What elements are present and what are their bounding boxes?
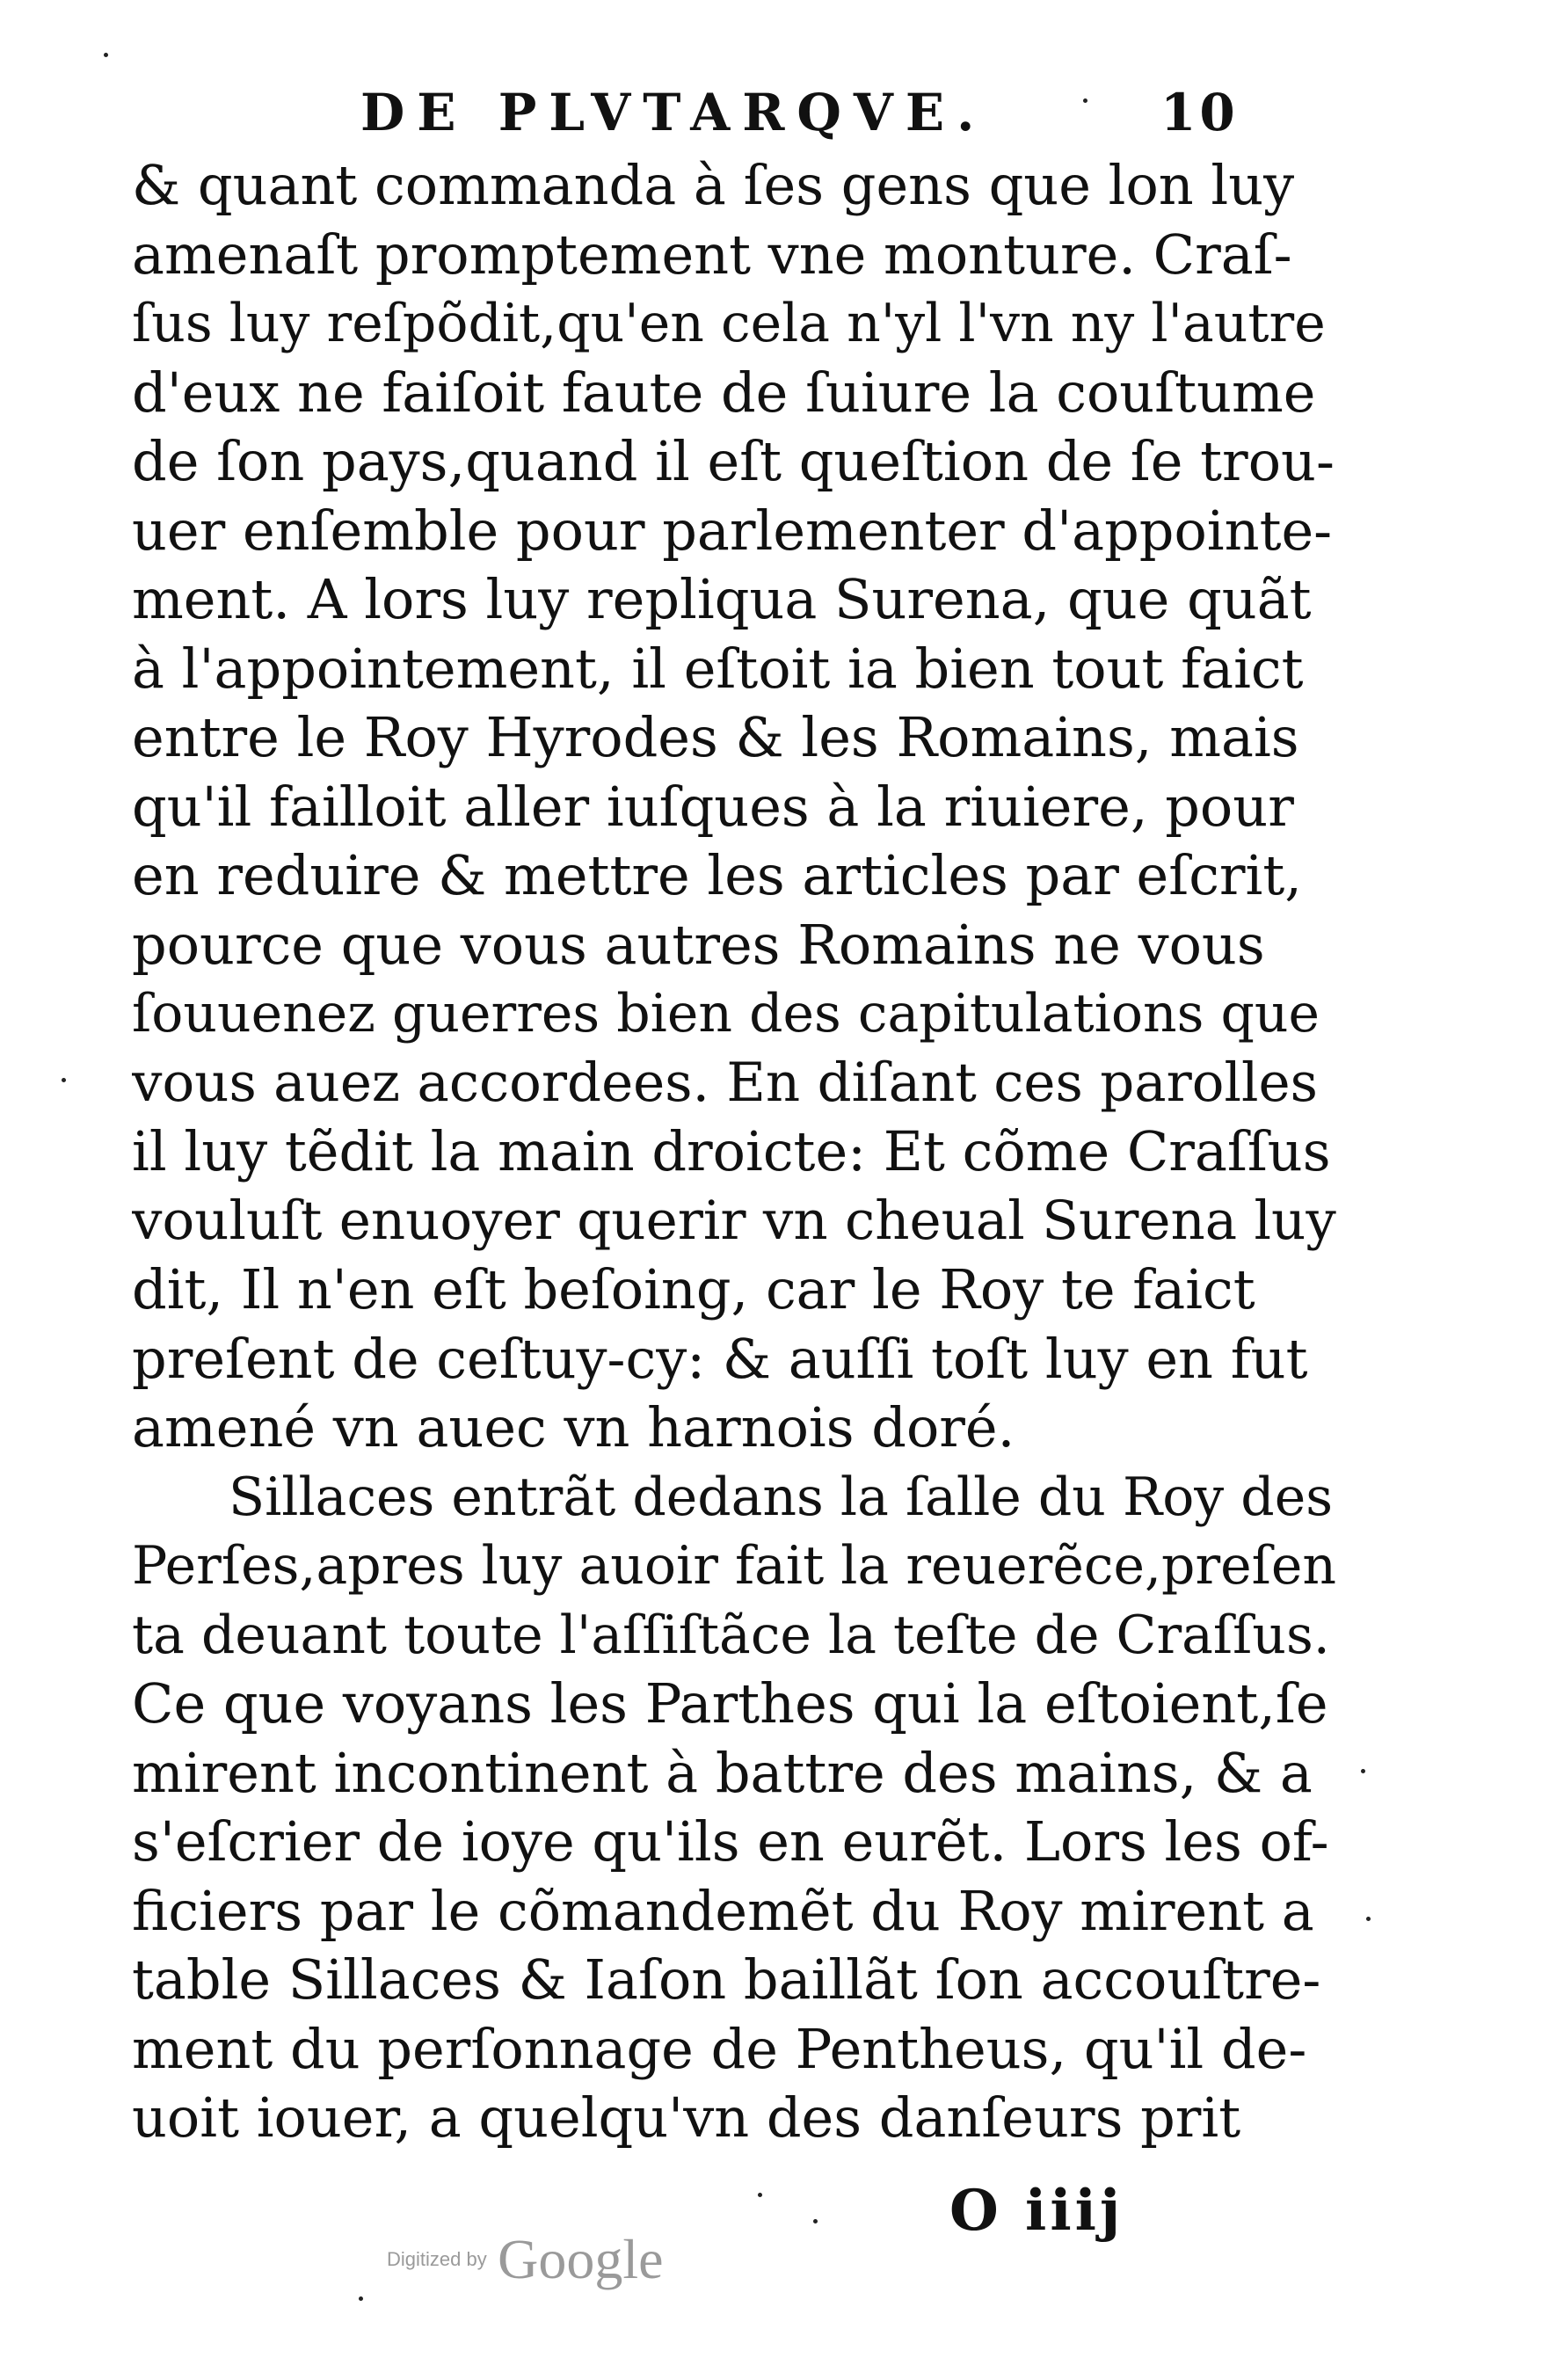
text-line: uer enſemble pour parlementer d'appointe- bbox=[132, 498, 1333, 563]
text-line: ficiers par le cõmandemẽt du Roy mirent a bbox=[132, 1878, 1314, 1943]
running-title: DE PLVTARQVE. bbox=[360, 83, 987, 142]
text-line: dit, Il n'en eſt beſoing, car le Roy te faict bbox=[132, 1257, 1255, 1321]
text-line: Ce que voyans les Parthes qui la eſtoient,ſe bbox=[132, 1671, 1328, 1736]
text-line: vouluſt enuoyer querir vn cheual Surena luy bbox=[132, 1189, 1336, 1252]
ink-speck bbox=[758, 2193, 762, 2197]
text-line: ment. A lors luy repliqua Surena, que quãt bbox=[132, 567, 1312, 631]
text-line: s'eſcrier de ioye qu'ils en eurẽt. Lors les of- bbox=[132, 1809, 1329, 1874]
watermark-logo: Google bbox=[498, 2228, 664, 2290]
text-line: mirent incontinent à battre des mains, & a bbox=[132, 1740, 1313, 1805]
text-line: ſus luy reſpõdit,qu'en cela n'yl l'vn ny l'autre bbox=[132, 293, 1326, 354]
text-line: d'eux ne faiſoit faute de ſuiure la couſtume bbox=[132, 360, 1316, 425]
ink-speck bbox=[1361, 1769, 1365, 1773]
text-line: ta deuant toute l'aſſiſtãce la teſte de Craſſus. bbox=[132, 1604, 1330, 1666]
text-line: vous auez accordees. En diſant ces parolles bbox=[132, 1051, 1318, 1114]
watermark-prefix: Digitized by bbox=[387, 2248, 487, 2270]
ink-speck bbox=[1366, 1917, 1371, 1921]
digitized-watermark bbox=[387, 2224, 664, 2295]
ink-speck bbox=[813, 2219, 818, 2224]
paragraph-first-line: Sillaces entrãt dedans la ſalle du Roy des bbox=[229, 1466, 1333, 1528]
signature-mark: O iiij bbox=[949, 2178, 1124, 2244]
text-line: amenaſt promptement vne monture. Craſ- bbox=[132, 222, 1292, 287]
text-line: en reduire & mettre les articles par eſcrit, bbox=[132, 843, 1303, 907]
text-line: ment du perſonnage de Pentheus, qu'il de- bbox=[132, 2016, 1307, 2081]
text-line: uoit iouer, a quelqu'vn des danſeurs prit bbox=[132, 2085, 1241, 2150]
page-number: 10 bbox=[1160, 83, 1239, 142]
ink-speck bbox=[104, 53, 108, 57]
text-line: à l'appointement, il eſtoit ia bien tout faict bbox=[132, 636, 1304, 701]
ink-speck bbox=[1083, 98, 1087, 103]
ink-speck bbox=[359, 2296, 363, 2301]
text-line: table Sillaces & Iaſon baillãt ſon accouſtre- bbox=[132, 1947, 1321, 2012]
text-line: Perſes,apres luy auoir fait la reuerẽce,preſen bbox=[132, 1535, 1336, 1597]
text-line: & quant commanda à ſes gens que lon luy bbox=[132, 153, 1295, 217]
text-line: pource que vous autres Romains ne vous bbox=[132, 912, 1265, 977]
ink-speck bbox=[62, 1078, 66, 1082]
text-line: preſent de ceſtuy-cy: & auſſi toſt luy en fut bbox=[132, 1326, 1308, 1391]
body-text bbox=[132, 151, 1336, 2153]
text-line: de ſon pays,quand il eſt queſtion de ſe trou- bbox=[132, 429, 1335, 493]
text-line: il luy tẽdit la main droicte: Et cõme Craſſus bbox=[132, 1119, 1331, 1183]
text-line: entre le Roy Hyrodes & les Romains, mais bbox=[132, 705, 1299, 769]
text-line: amené vn auec vn harnois doré. bbox=[132, 1395, 1015, 1459]
text-line: ſouuenez guerres bien des capitulations que bbox=[132, 983, 1320, 1044]
text-line: qu'il failloit aller iuſques à la riuiere, pour bbox=[132, 774, 1294, 839]
